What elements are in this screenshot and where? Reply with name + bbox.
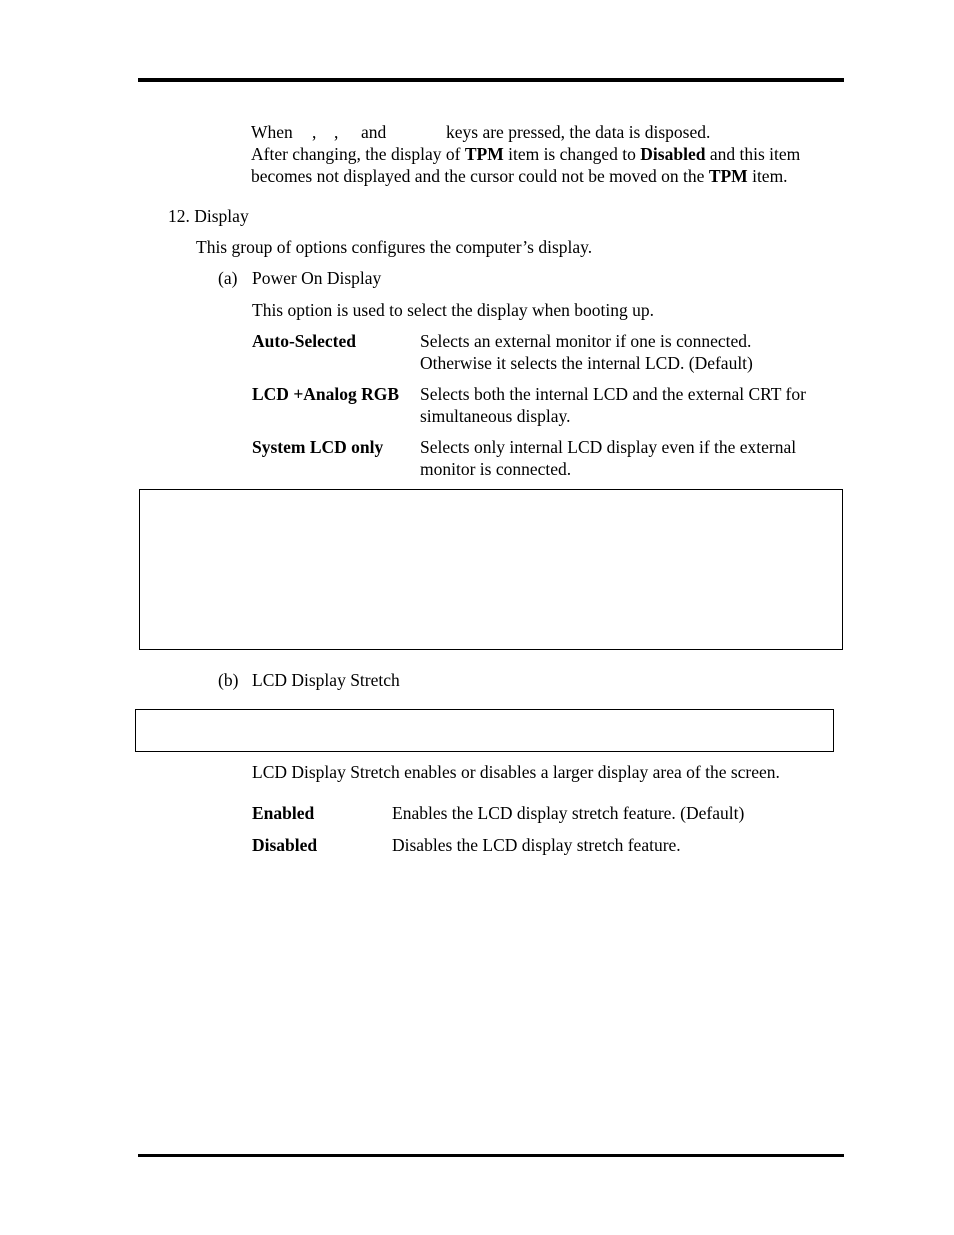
header-rule bbox=[138, 78, 844, 82]
section-heading: 12. Display bbox=[168, 206, 249, 226]
option-desc-auto-selected-2: Otherwise it selects the internal LCD. (Default) bbox=[420, 353, 753, 373]
section-description: This group of options configures the computer’s display. bbox=[196, 237, 593, 257]
intro-comma-2: , bbox=[334, 122, 339, 142]
sub-a-description: This option is used to select the display when booting up. bbox=[252, 300, 654, 320]
intro-line-2: After changing, the display of TPM item is changed to Disabled and this item bbox=[251, 144, 801, 164]
intro-comma-1: , bbox=[312, 122, 317, 142]
option-desc-auto-selected-1: Selects an external monitor if one is connected. bbox=[420, 331, 752, 351]
option-desc-system-lcd-only-1: Selects only internal LCD display even if the external bbox=[420, 437, 797, 457]
intro-line1-rest: keys are pressed, the data is disposed. bbox=[446, 122, 711, 142]
option-desc-disabled: Disables the LCD display stretch feature. bbox=[392, 835, 681, 855]
option-label-lcd-analog-rgb: LCD +Analog RGB bbox=[252, 384, 400, 404]
sub-b-description: LCD Display Stretch enables or disables a larger display area of the screen. bbox=[252, 762, 780, 782]
option-label-enabled: Enabled bbox=[252, 803, 315, 823]
option-label-system-lcd-only: System LCD only bbox=[252, 437, 384, 457]
option-desc-system-lcd-only-2: monitor is connected. bbox=[420, 459, 572, 479]
option-label-disabled: Disabled bbox=[252, 835, 318, 855]
sub-b-marker: (b) bbox=[218, 670, 239, 690]
intro-word-and: and bbox=[361, 122, 387, 142]
footer-rule bbox=[138, 1154, 844, 1157]
option-desc-enabled: Enables the LCD display stretch feature. (Default) bbox=[392, 803, 745, 823]
option-label-auto-selected: Auto-Selected bbox=[252, 331, 357, 351]
sub-a-marker: (a) bbox=[218, 268, 238, 288]
sub-a-title: Power On Display bbox=[252, 268, 382, 288]
stretch-box bbox=[135, 709, 834, 752]
sub-b-title: LCD Display Stretch bbox=[252, 670, 400, 690]
option-desc-lcd-analog-rgb-2: simultaneous display. bbox=[420, 406, 571, 426]
note-box bbox=[139, 489, 843, 650]
intro-line-3: becomes not displayed and the cursor could not be moved on the TPM item. bbox=[251, 166, 788, 186]
option-desc-lcd-analog-rgb-1: Selects both the internal LCD and the external CRT for bbox=[420, 384, 806, 404]
intro-word-when: When bbox=[251, 122, 293, 142]
